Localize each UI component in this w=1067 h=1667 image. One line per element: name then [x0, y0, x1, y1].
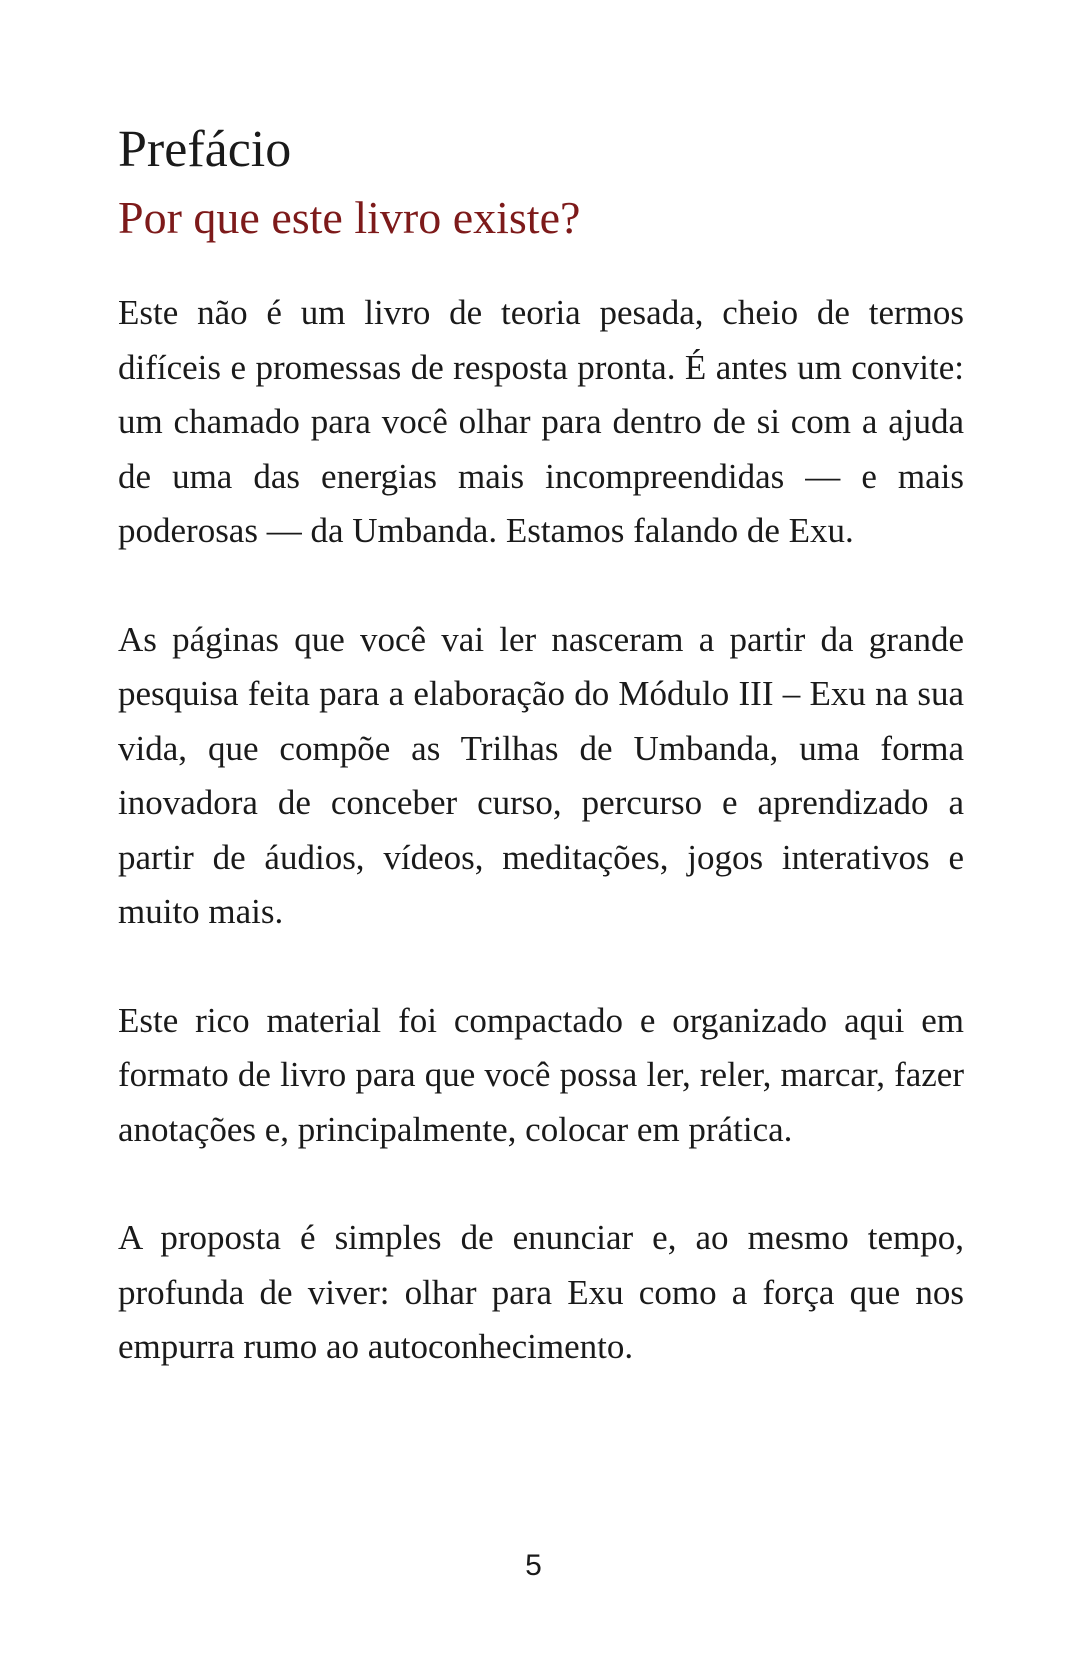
paragraph-3: Este rico material foi compactado e organizado aqui em formato de livro para que você possa ler, reler, marcar, fazer anotações e, principalmente, colocar em prática.: [118, 1000, 964, 1149]
page-number: 5: [525, 1549, 542, 1582]
page-title: Prefácio: [118, 121, 292, 178]
body-text: [118, 286, 964, 1375]
paragraph-2: As páginas que você vai ler nasceram a partir da grande pesquisa feita para a elaboração do Módulo III – Exu na sua vida, que compõe as Trilhas de Umbanda, uma forma inovadora de conceber curso, percurso e aprendizado a partir de áudios, vídeos, meditações, jogos interativos e muito mais.: [118, 619, 964, 931]
paragraph-1: Este não é um livro de teoria pesada, cheio de termos difíceis e promessas de resposta pronta. É antes um convite: um chamado para você olhar para dentro de si com a ajuda de uma das energias mais incompreendidas — e mais poderosas — da Umbanda. Estamos falando de Exu.: [118, 293, 964, 550]
page-subtitle: Por que este livro existe?: [118, 192, 581, 243]
page-content: [118, 118, 964, 1429]
paragraph-4: A proposta é simples de enunciar e, ao mesmo tempo, profunda de viver: olhar para Exu como a força que nos empurra rumo ao autoconhecimento.: [118, 1218, 964, 1366]
